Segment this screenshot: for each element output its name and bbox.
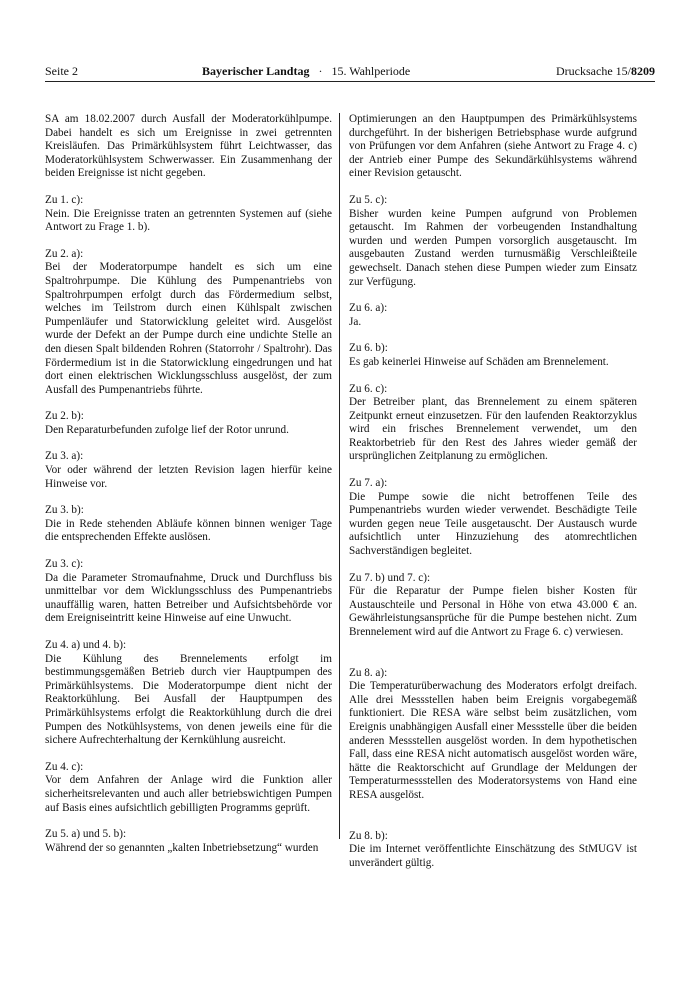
document-number — [556, 63, 655, 79]
answer-block — [45, 410, 332, 437]
answer-heading: Zu 1. c): — [45, 193, 84, 206]
answer-block — [45, 639, 332, 748]
answer-text: Bei der Moderatorpumpe handelt es sich um eine Spaltrohrpumpe. Die Kühlung des Pumpenantriebs von Spaltrohrpumpen erfolgt durch das Fördermedium selbst, welches im Teilstrom durch einen Kühlspalt zwischen Pumpenläufer und Statorwicklung geleitet wird. Ausgelöst wurde der Defekt an der Pumpe durch eine undichte Stelle an den diesen Spalt bildenden Rohren (Statorrohr / Spaltrohr). Das Fördermedium ist in die Statorwicklung eingedrungen und hat dort einen elektrischen Wicklungsschluss ausgelöst, der zum Ausfall des Pumpenantriebs führte. — [45, 261, 332, 396]
answer-block — [349, 302, 637, 329]
answer-text: Die in Rede stehenden Abläufe können binnen weniger Tage die entsprechenden Effekte auslösen. — [45, 517, 332, 544]
answer-text: Es gab keinerlei Hinweise auf Schäden am Brennelement. — [349, 355, 609, 368]
page-number: Seite 2 — [45, 64, 78, 78]
answer-heading: Zu 5. a) und 5. b): — [45, 828, 127, 841]
answer-block — [349, 667, 637, 803]
page-header — [45, 63, 655, 81]
answer-block — [45, 194, 332, 235]
answer-heading: Zu 5. c): — [349, 193, 388, 206]
answer-text: Während der so genannten „kalten Inbetriebsetzung“ wurden — [45, 841, 319, 854]
answer-heading: Zu 3. b): — [45, 504, 84, 517]
legislative-period: 15. Wahlperiode — [331, 64, 411, 78]
answer-text: Für die Reparatur der Pumpe fielen bisher Kosten für Austauschteile und Personal in Höhe von etwa 43.000 € an. Gewährleistungsansprüche für die Pumpe bestehen nicht. Zum Brennelement wird auf die Antwort zu Frage 6. c) verwiesen. — [349, 585, 637, 638]
answer-block — [349, 477, 637, 559]
answer-text: Nein. Die Ereignisse traten an getrennten Systemen auf (siehe Antwort zu Frage 1. b). — [45, 207, 332, 234]
answer-text: Die Temperaturüberwachung des Moderators erfolgt dreifach. Alle drei Messstellen haben beim Ereignis vorgabegemäß funktioniert. Die RESA wäre selbst beim zusätzlichen, vom Ereignis unabhängigen Ausfall einer Messstelle über die beiden anderen Messstellen ausgelöst worden. In dem hypothetischen Fall, dass eine RESA nicht automatisch ausgelöst worden wäre, hätte die Reaktorschicht auf Grundlage der Meldungen der Temperaturmessstellen des Moderatorsystems von Hand eine RESA ausgelöst. — [349, 680, 637, 801]
answer-text: Vor dem Anfahren der Anlage wird die Funktion aller sicherheitsrelevanten und auch aller betriebswichtigen Pumpen auf Basis eines aufsichtlich gebilligten Programms geprüft. — [45, 774, 332, 814]
answer-text: Die Pumpe sowie die nicht betroffenen Teile des Pumpenantriebs wurden wieder verwendet. Beschädigte Teile wurden gegen neue Teile ausgetauscht. Der Austausch wurde aufsichtlich unter Hinzuziehung des atomrechtlichen Sachverständigen begleitet. — [349, 490, 637, 558]
spacer — [349, 816, 637, 830]
answer-heading: Zu 4. c): — [45, 760, 84, 773]
paragraph: Optimierungen an den Hauptpumpen des Primärkühlsystems durchgeführt. In der bisherigen Betriebsphase wurde aufgrund von Prüfungen vor dem Anfahren (siehe Antwort zu Frage 4. c) der Antrieb einer Pumpe des Sekundärkühlsystems während einer Revision getauscht. — [349, 113, 637, 180]
answer-text: Die Kühlung des Brennelements erfolgt im bestimmungsgemäßen Betrieb durch vier Hauptpumpen des Primärkühlsystems. Die Moderatorpumpe dient nicht der Reaktorkühlung. Bei Ausfall der Hauptpumpen des Primärkühlsystems erfolgt die Reaktorkühlung durch die drei Pumpen des Notkühlsystems, von denen jeweils eine für die sichere Aufrechterhaltung der Kernkühlung ausreicht. — [45, 652, 332, 747]
answer-text: Ja. — [349, 315, 362, 328]
answer-text: Den Reparaturbefunden zufolge lief der Rotor unrund. — [45, 423, 289, 436]
answer-heading: Zu 6. c): — [349, 382, 388, 395]
answer-text: Vor oder während der letzten Revision lagen hierfür keine Hinweise vor. — [45, 464, 332, 490]
answer-block — [45, 761, 332, 815]
answer-text: Bisher wurden keine Pumpen aufgrund von Problemen getauscht. Im Rahmen der vorbeugenden Instandhaltung wurden und werden Pumpen vorsorglich ausgetauscht. Im ausgebauten Zustand werden turnusmäßig Verschleißteile gewechselt. Danach stehen diese Pumpen wieder zum Einsatz zur Verfügung. — [349, 207, 637, 288]
institution-name: Bayerischer Landtag — [202, 64, 310, 78]
text-block — [349, 113, 637, 181]
answer-block — [349, 194, 637, 289]
answer-heading: Zu 6. a): — [349, 302, 388, 315]
answer-block — [45, 504, 332, 545]
right-column — [349, 113, 637, 883]
paragraph: SA am 18.02.2007 durch Ausfall der Moderatorkühlpumpe. Dabei handelt es sich um Ereignisse in zwei getrennten Kreisläufen. Das Primärkühlsystem führt Leichtwasser, das Moderatorkühlsystem Schwerwasser. Ein Zusammenhang der beiden Ereignisse ist nicht gegeben. — [45, 113, 332, 180]
answer-block — [349, 342, 637, 369]
document-number-value: 8209 — [631, 64, 655, 78]
answer-heading: Zu 8. a): — [349, 666, 388, 679]
answer-heading: Zu 4. a) und 4. b): — [45, 639, 127, 651]
spacer — [349, 653, 637, 667]
answer-heading: Zu 8. b): — [349, 829, 388, 842]
document-prefix: Drucksache 15/ — [556, 64, 631, 78]
column-divider — [339, 113, 340, 839]
answer-text: Die im Internet veröffentlichte Einschätzung des StMUGV ist unverändert gültig. — [349, 843, 637, 869]
answer-heading: Zu 3. a): — [45, 450, 84, 463]
answer-block — [349, 572, 637, 640]
header-title — [202, 63, 410, 79]
answer-block — [45, 450, 332, 491]
answer-heading: Zu 2. a): — [45, 247, 84, 260]
answer-heading: Zu 6. b): — [349, 342, 388, 355]
answer-block — [45, 558, 332, 626]
answer-heading: Zu 7. b) und 7. c): — [349, 571, 431, 584]
answer-block — [45, 248, 332, 398]
answer-text: Der Betreiber plant, das Brennelement zu einem späteren Zeitpunkt erneut einzusetzen. Für den laufenden Reaktorzyklus wird ein frisches Brennelement verwendet, um den Reaktorbetrieb für den Rest des Jahres wieder gemäß der ursprünglichen Zeitplanung zu ermöglichen. — [349, 396, 637, 463]
answer-heading: Zu 7. a): — [349, 477, 388, 490]
left-column — [45, 113, 332, 868]
header-separator: · — [318, 64, 323, 78]
text-block — [45, 113, 332, 181]
answer-block — [349, 383, 637, 465]
answer-text: Da die Parameter Stromaufnahme, Druck und Durchfluss bis unmittelbar vor dem Wicklungsschluss des Pumpenantriebs unauffällig waren, hatten Betreiber und Aufsichtsbehörde vor dem Ereigniseintritt keine Hinweise auf eine Unwucht. — [45, 571, 332, 625]
answer-heading: Zu 3. c): — [45, 558, 84, 571]
answer-block — [349, 830, 637, 871]
answer-block — [45, 828, 332, 855]
answer-heading: Zu 2. b): — [45, 410, 84, 423]
header-rule — [45, 81, 655, 82]
